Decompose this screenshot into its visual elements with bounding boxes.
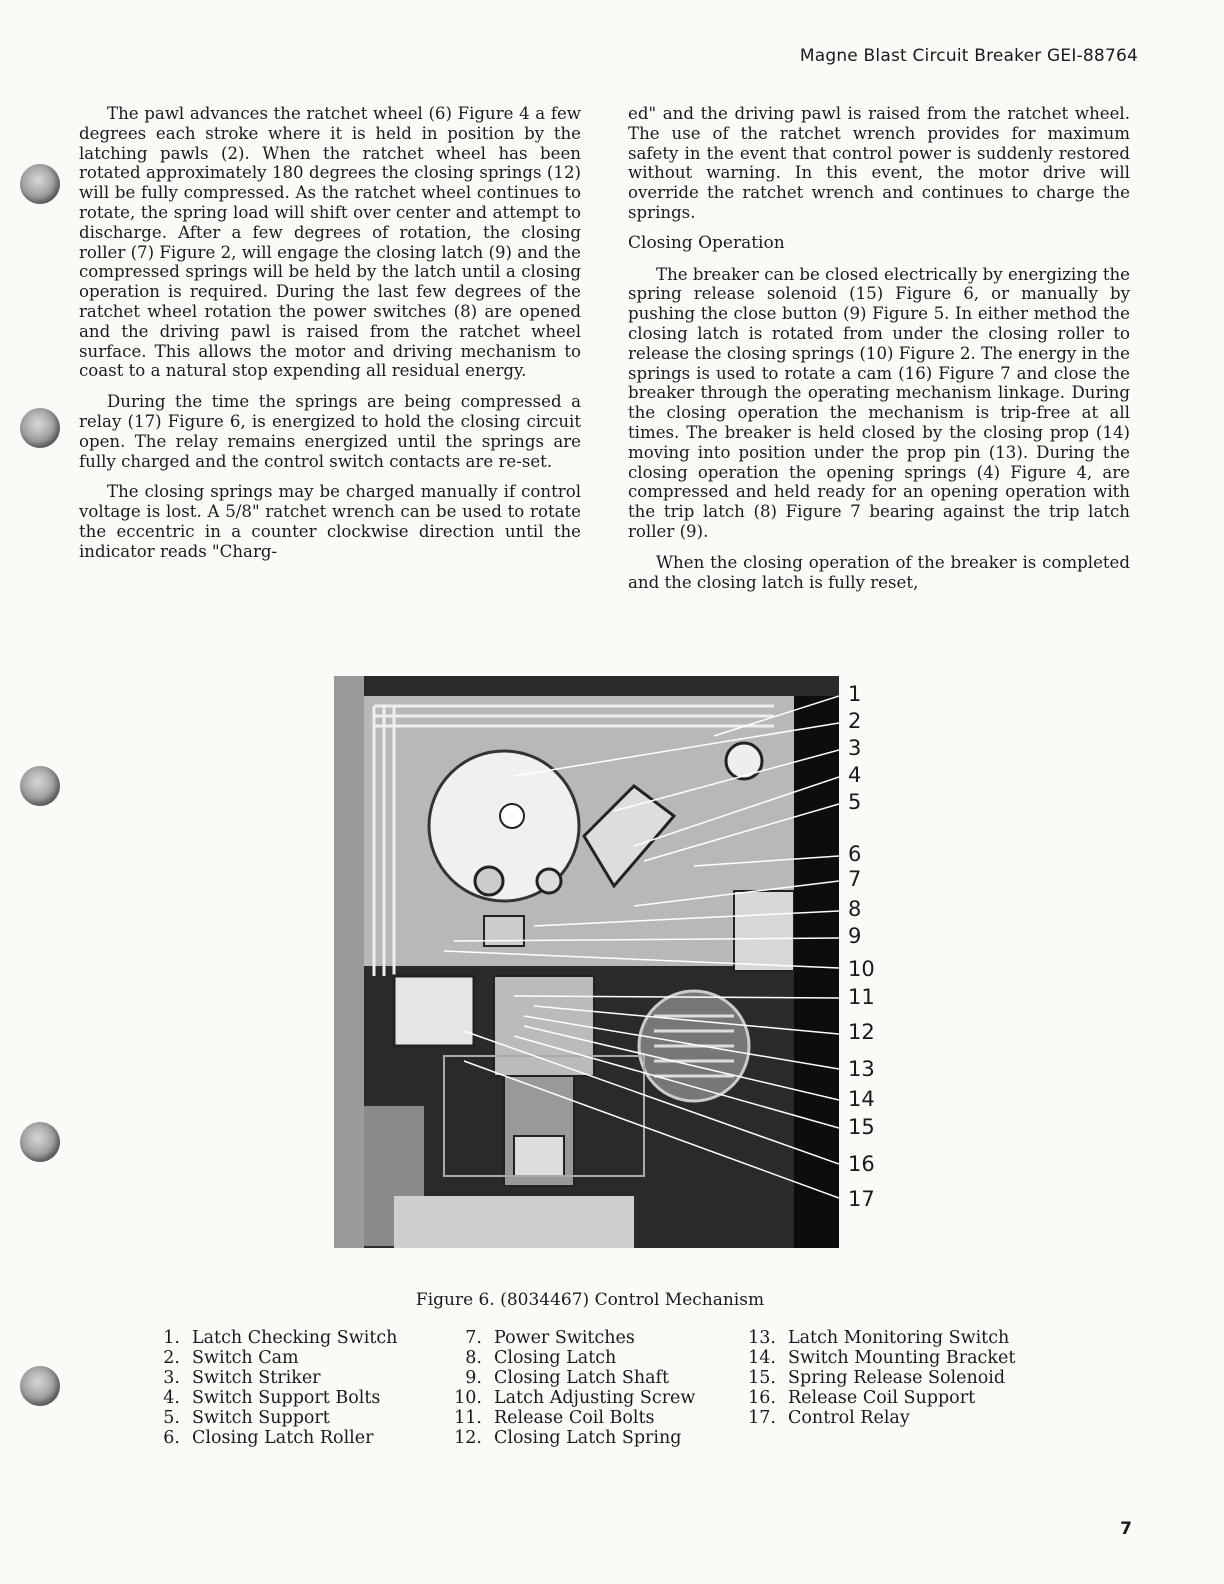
page-number: 7 [1120, 1519, 1132, 1539]
legend-label: Switch Mounting Bracket [788, 1348, 1016, 1368]
callout-label: 14 [848, 1087, 875, 1111]
right-column [628, 104, 1130, 603]
legend-column [150, 1328, 397, 1448]
legend-number: 2. [163, 1348, 180, 1368]
legend-number: 1. [163, 1328, 180, 1348]
binder-hole [20, 766, 60, 806]
legend-label: Switch Cam [192, 1348, 299, 1368]
section-heading: Closing Operation [628, 232, 785, 253]
paragraph: ed" and the driving pawl is raised from the ratchet wheel. The use of the ratchet wrench provides for maximum safety in the event that control power is suddenly restored without warning. In this event, the motor drive will override the ratchet wrench and continues to charge the springs. [628, 104, 1130, 222]
legend-label: Switch Support Bolts [192, 1388, 381, 1408]
legend-number: 8. [465, 1348, 482, 1368]
callout-label: 1 [848, 682, 862, 706]
callout-label: 6 [848, 842, 862, 866]
callout-label: 11 [848, 985, 875, 1009]
legend-label: Latch Monitoring Switch [788, 1328, 1010, 1348]
legend-item [446, 1428, 695, 1448]
legend-item [740, 1328, 1015, 1348]
figure-caption: Figure 6. (8034467) Control Mechanism [415, 1290, 765, 1310]
callout-label: 4 [848, 763, 862, 787]
legend-item [446, 1348, 695, 1368]
binder-hole [20, 1122, 60, 1162]
legend-number: 10. [454, 1388, 482, 1408]
legend-label: Control Relay [788, 1408, 910, 1428]
left-column [79, 104, 581, 573]
legend-item [740, 1408, 1015, 1428]
legend-number: 15. [748, 1368, 776, 1388]
legend-label: Latch Checking Switch [192, 1328, 398, 1348]
legend-number: 7. [465, 1328, 482, 1348]
legend-number: 13. [748, 1328, 776, 1348]
legend-label: Closing Latch [494, 1348, 617, 1368]
binder-hole [20, 164, 60, 204]
callout-label: 15 [848, 1115, 875, 1139]
legend-label: Closing Latch Shaft [494, 1368, 670, 1388]
callout-label: 13 [848, 1057, 875, 1081]
callout-label: 9 [848, 924, 862, 948]
legend-item [150, 1428, 397, 1448]
callout-label: 10 [848, 957, 875, 981]
legend-number: 6. [163, 1428, 180, 1448]
paragraph: During the time the springs are being compressed a relay (17) Figure 6, is energized to hold the closing circuit open. The relay remains energized until the springs are fully charged and the control switch contacts are re-set. [79, 392, 581, 471]
legend-item [740, 1348, 1015, 1368]
legend-number: 14. [748, 1348, 776, 1368]
legend-label: Latch Adjusting Screw [494, 1388, 696, 1408]
legend-item [150, 1388, 397, 1408]
legend-number: 5. [163, 1408, 180, 1428]
legend-item [150, 1368, 397, 1388]
callout-label: 3 [848, 736, 862, 760]
callout-label: 2 [848, 709, 862, 733]
legend-item [446, 1368, 695, 1388]
callout-label: 12 [848, 1020, 875, 1044]
binder-hole [20, 1366, 60, 1406]
control-mechanism-photo [334, 676, 839, 1248]
legend-number: 12. [454, 1428, 482, 1448]
page-header: Magne Blast Circuit Breaker GEI-88764 [799, 46, 1138, 66]
paragraph: The breaker can be closed electrically by energizing the spring release solenoid (15) Figure 6, or manually by pushing the close button (9) Figure 5. In either method the closing latch is rotated from under the closing roller to release the closing springs (10) Figure 2. The energy in the springs is used to rotate a cam (16) Figure 7 and close the breaker through the operating mechanism linkage. During the closing operation the mechanism is trip-free at all times. The breaker is held closed by the closing prop (14) moving into position under the prop pin (13). During the closing operation the opening springs (4) Figure 4, are compressed and held ready for an opening operation with the trip latch (8) Figure 7 bearing against the trip latch roller (9). [628, 264, 1130, 541]
paragraph: The pawl advances the ratchet wheel (6) Figure 4 a few degrees each stroke where it is held in position by the latching pawls (2). When the ratchet wheel has been rotated approximately 180 degrees the closing springs (12) will be fully compressed. As the ratchet wheel continues to rotate, the spring load will shift over center and attempt to discharge. After a few degrees of rotation, the closing roller (7) Figure 2, will engage the closing latch (9) and the compressed springs will be held by the latch until a closing operation is required. During the last few degrees of the ratchet wheel rotation the power switches (8) are opened and the driving pawl is raised from the ratchet wheel surface. This allows the motor and driving mechanism to coast to a natural stop expending all residual energy. [79, 104, 581, 381]
legend-label: Switch Support [192, 1408, 330, 1428]
legend-label: Closing Latch Roller [192, 1428, 374, 1448]
legend-number: 3. [163, 1368, 180, 1388]
legend-label: Closing Latch Spring [494, 1428, 682, 1448]
callout-label: 16 [848, 1152, 875, 1176]
legend-item [740, 1368, 1015, 1388]
callout-label: 7 [848, 867, 862, 891]
legend-item [740, 1388, 1015, 1408]
paragraph: When the closing operation of the breaker is completed and the closing latch is fully reset, [628, 552, 1130, 592]
paragraph: The closing springs may be charged manually if control voltage is lost. A 5/8" ratchet wrench can be used to rotate the eccentric in a counter clockwise direction until the indicator reads "Charg- [79, 482, 581, 561]
legend-column [446, 1328, 695, 1448]
binder-hole [20, 408, 60, 448]
legend-label: Release Coil Support [788, 1388, 976, 1408]
callout-label: 5 [848, 790, 862, 814]
legend-item [150, 1408, 397, 1428]
legend-label: Power Switches [494, 1328, 635, 1348]
legend-column [740, 1328, 1015, 1428]
legend-item [446, 1388, 695, 1408]
legend-number: 11. [454, 1408, 482, 1428]
legend-number: 17. [748, 1408, 776, 1428]
legend-number: 9. [465, 1368, 482, 1388]
legend-label: Release Coil Bolts [494, 1408, 655, 1428]
legend-label: Switch Striker [192, 1368, 321, 1388]
callout-label: 17 [848, 1187, 875, 1211]
legend-number: 16. [748, 1388, 776, 1408]
legend-item [150, 1328, 397, 1348]
legend-number: 4. [163, 1388, 180, 1408]
legend-item [150, 1348, 397, 1368]
legend-item [446, 1328, 695, 1348]
legend-item [446, 1408, 695, 1428]
legend-label: Spring Release Solenoid [788, 1368, 1006, 1388]
callout-label: 8 [848, 897, 862, 921]
